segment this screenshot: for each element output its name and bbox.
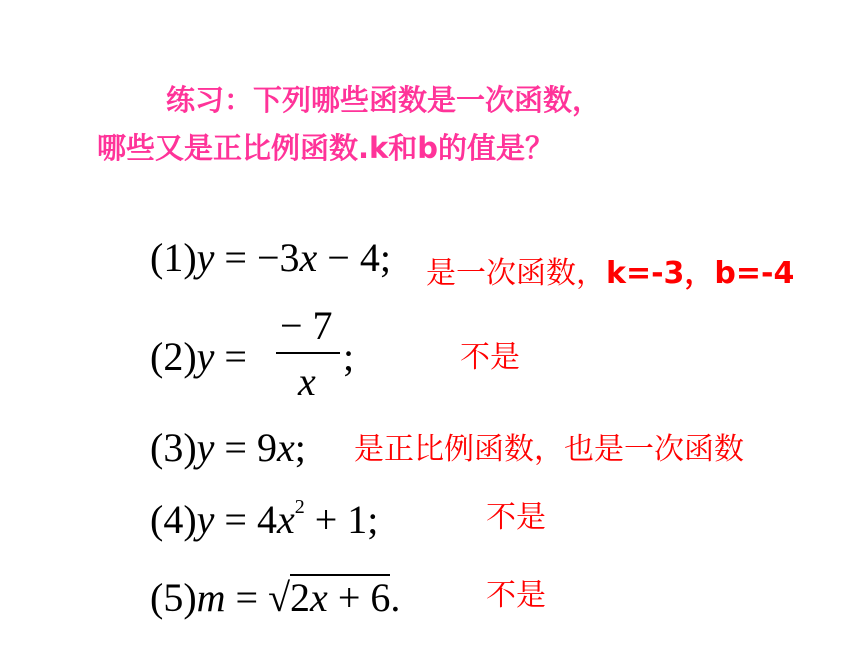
equation-5-index: (5) [150, 575, 197, 620]
equation-1: (1)y = −3x − 4; [150, 235, 391, 280]
answer-1-k: k=-3， [606, 256, 715, 291]
equation-3: (3)y = 9x; [150, 425, 306, 470]
equation-2: (2)y = [150, 334, 247, 379]
fraction-bar [276, 352, 340, 354]
equation-4: $(4)y = 4x^2 + 1$; [150, 496, 379, 542]
equation-2-denominator: x [298, 359, 316, 404]
answer-2: 不是 [460, 340, 520, 375]
equation-2-semicolon: ; [343, 334, 355, 379]
answer-5: 不是 [486, 578, 546, 613]
equation-1-index: (1) [150, 235, 197, 280]
answer-3: 是正比例函数，也是一次函数 [354, 432, 744, 467]
equation-5: (5)m = √2x + 6. [150, 575, 401, 620]
question-line-2: 哪些又是正比例函数.k和b的值是？ [97, 131, 555, 165]
equation-2-index: (2) [150, 334, 197, 379]
answer-4: 不是 [486, 500, 546, 535]
question-line-1: 练习：下列哪些函数是一次函数， [166, 83, 602, 117]
equation-4-index: (4) [150, 497, 197, 542]
answer-1-main: 是一次函数， [426, 256, 606, 291]
answer-1-b: b=-4 [714, 256, 795, 291]
equation-2-numerator: − 7 [280, 303, 333, 348]
equation-3-index: (3) [150, 425, 197, 470]
answer-1 [426, 248, 794, 292]
